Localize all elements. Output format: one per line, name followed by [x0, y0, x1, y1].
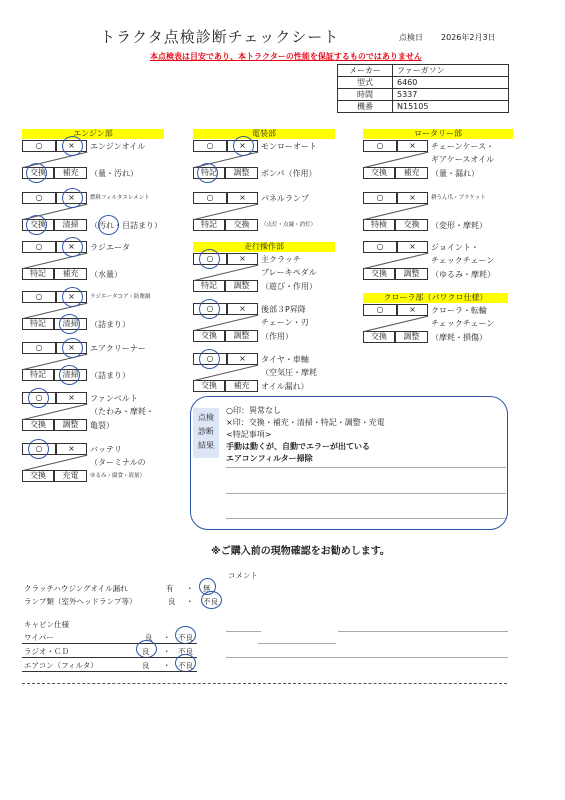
item-label: ジョイント・: [431, 243, 479, 252]
info-value: N15105: [393, 101, 509, 113]
aircon-good: 良: [142, 661, 150, 670]
selected-mark-circle: [62, 237, 83, 257]
action-box: 調整: [54, 419, 87, 431]
comment-rule: [226, 631, 261, 632]
action-box: 充電: [54, 470, 87, 482]
check-ok-box: ○: [363, 192, 397, 204]
item-sublabel: ポンパ（作用）: [261, 169, 317, 178]
action-box: 交換: [22, 419, 54, 431]
aircon-bad: 不良: [178, 661, 193, 670]
selected-mark-circle: [28, 388, 49, 408]
check-ng-box: ×: [56, 443, 87, 455]
item-label: バッテリ: [90, 445, 122, 454]
check-ok-box: ○: [22, 140, 56, 152]
section-electric: 電装部: [193, 129, 335, 139]
check-ok-box: ○: [22, 342, 56, 354]
dot: ・: [163, 633, 171, 642]
remarks-rule: [226, 518, 506, 519]
check-ng-box: ×: [227, 253, 258, 265]
action-box: 交換: [363, 268, 395, 280]
action-box: 補充: [395, 167, 428, 179]
selected-mark-circle: [136, 640, 157, 658]
warning-text: 本点検表は目安であり、本トラクターの性能を保証するものではありません: [150, 52, 422, 61]
dot: ・: [186, 584, 194, 593]
action-box: 交換: [225, 219, 258, 231]
item-sublabel: （量・漏れ）: [431, 169, 479, 178]
check-ok-box: ○: [193, 303, 227, 315]
aircon-label: エアコン（フィルタ）: [24, 661, 98, 670]
dot: ・: [163, 647, 171, 656]
check-ng-box: ×: [227, 353, 258, 365]
connector-line: [364, 253, 428, 269]
selected-mark-circle: [59, 365, 80, 385]
item-label: エアクリーナー: [90, 344, 146, 353]
selected-mark-circle: [26, 215, 47, 235]
action-box: 補充: [54, 268, 87, 280]
selected-mark-circle: [62, 136, 83, 156]
comment-rule: [258, 643, 336, 644]
item-label: ラジエータコア・防塵網: [90, 294, 151, 300]
remarks-rule: [226, 467, 506, 468]
section-drive: 走行操作部: [193, 242, 335, 252]
item-sublabel: （水量）: [90, 270, 122, 279]
action-box: 交換: [193, 380, 225, 392]
date-value: 2026年2月3日: [441, 33, 496, 42]
selected-mark-circle: [175, 626, 196, 644]
item-label: 主クラッチ: [261, 255, 301, 264]
selected-mark-circle: [199, 299, 220, 319]
check-ng-box: ×: [397, 241, 428, 253]
info-key: 時間: [338, 89, 393, 101]
item-label-2: （たわみ・摩耗・: [90, 407, 154, 416]
info-value: 5337: [393, 89, 509, 101]
action-box: 交換: [193, 330, 225, 342]
underline: [22, 643, 197, 644]
selected-mark-circle: [199, 349, 220, 369]
remarks-line: 手動は動くが、自動でエラーが出ている: [226, 442, 370, 451]
dot: ・: [186, 597, 194, 606]
check-ok-box: ○: [22, 392, 56, 404]
remarks-tag-2: 診断: [198, 427, 214, 436]
check-ok-box: ○: [22, 443, 56, 455]
selected-mark-circle: [197, 163, 218, 183]
action-box: 特記: [193, 167, 225, 179]
info-key: メーカー: [338, 65, 393, 77]
item-sublabel: （遊び・作用）: [261, 282, 317, 291]
radio-good: 良: [142, 647, 150, 656]
connector-line: [364, 152, 428, 168]
item-sublabel: （詰まり）: [90, 371, 130, 380]
item-sublabel: 亀裂）: [90, 421, 114, 430]
check-ng-box: ×: [56, 192, 87, 204]
item-label: 後部３P昇降: [261, 305, 306, 314]
action-box: 調整: [395, 331, 428, 343]
remarks-tag-3: 結果: [198, 441, 214, 450]
lamp-bad: 不良: [203, 597, 218, 606]
selected-mark-circle: [26, 163, 47, 183]
selected-mark-circle: [62, 287, 83, 307]
remarks-rule: [226, 493, 506, 494]
action-box: 調整: [225, 167, 258, 179]
action-box: 特記: [22, 318, 54, 330]
comment-label: コメント: [228, 571, 258, 580]
selected-mark-circle: [233, 136, 254, 156]
wiper-label: ワイパー: [24, 633, 54, 642]
underline: [22, 657, 197, 658]
item-sublabel: （詰まり）: [90, 320, 130, 329]
check-ng-box: ×: [56, 241, 87, 253]
remarks-line: エアコンフィルター掃除: [226, 454, 313, 463]
selected-mark-circle: [199, 249, 220, 269]
action-box: 特記: [193, 219, 225, 231]
wiper-good: 良: [145, 633, 153, 642]
selected-mark-circle: [62, 188, 83, 208]
action-box: 清掃: [54, 219, 87, 231]
action-box: 特検: [363, 219, 395, 231]
connector-line: [194, 204, 258, 220]
item-sublabel: （ゆるみ・摩耗）: [431, 270, 495, 279]
action-box: 調整: [225, 330, 258, 342]
lamp-good: 良: [168, 597, 176, 606]
action-box: 交換: [363, 331, 395, 343]
section-crawler: クローラ部（パワクロ仕様）: [363, 293, 508, 303]
check-ok-box: ○: [193, 353, 227, 365]
item-sublabel: （点灯・点滅・消灯）: [261, 222, 317, 228]
check-ng-box: ×: [397, 192, 428, 204]
item-label: モンローオート: [261, 142, 317, 151]
check-ok-box: ○: [22, 291, 56, 303]
action-box: 補充: [54, 167, 87, 179]
item-label: エンジンオイル: [90, 142, 146, 151]
action-box: 調整: [225, 280, 258, 292]
item-sublabel: オイル漏れ）: [261, 382, 309, 391]
remarks-text: [226, 405, 385, 465]
selected-mark-circle: [28, 439, 49, 459]
info-value: ファーガソン: [393, 65, 509, 77]
item-label: パネルランプ: [261, 194, 309, 203]
machine-info-table: [337, 64, 509, 113]
date-label: 点検日: [399, 33, 423, 42]
notice-text: ※ご購入前の現物確認をお勧めします。: [211, 546, 390, 557]
check-ng-box: ×: [227, 303, 258, 315]
item-label-2: （ターミナルの: [90, 458, 146, 467]
item-sublabel: （汚れ・目詰まり）: [90, 221, 162, 230]
section-engine: エンジン部: [22, 129, 164, 139]
item-label: ラジエータ: [90, 243, 130, 252]
remarks-line: ○印：異常なし: [226, 406, 281, 415]
action-box: 清掃: [54, 318, 87, 330]
item-sublabel: （摩耗・損傷）: [431, 333, 487, 342]
selected-mark-circle: [62, 338, 83, 358]
item-label: 燃料フィルタエレメント: [90, 195, 150, 201]
item-label-2: チェックチェーン: [431, 256, 495, 265]
action-box: 補充: [225, 380, 258, 392]
cabin-label: キャビン仕様: [24, 620, 69, 629]
check-ng-box: ×: [397, 140, 428, 152]
item-label: 耕うん爪・ブラケット: [431, 195, 486, 201]
item-sublabel: （変形・摩耗）: [431, 221, 487, 230]
check-ok-box: ○: [193, 192, 227, 204]
item-label: チェーンケース・: [431, 142, 495, 151]
item-label: タイヤ・車軸: [261, 355, 309, 364]
dot: ・: [163, 661, 171, 670]
comment-rule: [338, 631, 508, 632]
remarks-tag: [193, 408, 219, 458]
selected-mark-circle: [175, 654, 196, 672]
comment-rule: [226, 657, 508, 658]
check-ng-box: ×: [227, 192, 258, 204]
info-value: 6460: [393, 77, 509, 89]
check-ok-box: ○: [363, 304, 397, 316]
action-box: 交換: [22, 167, 54, 179]
clutch-yes: 有: [166, 584, 174, 593]
item-label-2: チェーン・刃: [261, 318, 309, 327]
action-box: 調整: [395, 268, 428, 280]
check-ng-box: ×: [56, 342, 87, 354]
remarks-line: ×印：交換・補充・清掃・特記・調整・充電: [226, 418, 385, 427]
action-box: 交換: [395, 219, 428, 231]
check-ok-box: ○: [193, 140, 227, 152]
page-title: トラクタ点検診断チェックシート: [100, 28, 340, 46]
wiper-bad: 不良: [178, 633, 193, 642]
clutch-oil-label: クラッチハウジングオイル漏れ: [24, 584, 128, 593]
selected-mark-circle: [59, 314, 80, 334]
selected-mark-circle: [201, 591, 222, 609]
underline: [22, 671, 197, 672]
check-ok-box: ○: [22, 192, 56, 204]
action-box: 清掃: [54, 369, 87, 381]
check-ng-box: ×: [227, 140, 258, 152]
item-label: クローラ・転輪: [431, 306, 487, 315]
check-ng-box: ×: [56, 140, 87, 152]
section-rotary: ロータリー部: [363, 129, 513, 139]
remarks-tag-1: 点検: [198, 413, 214, 422]
connector-line: [364, 316, 428, 332]
lamp-label: ランプ類（室外ヘッドランプ等）: [24, 597, 137, 606]
clutch-no: 無: [203, 584, 211, 593]
action-box: 交換: [22, 470, 54, 482]
item-label-2: チェックチェーン: [431, 319, 495, 328]
item-label-2: （空気圧・摩耗: [261, 368, 317, 377]
action-box: 特記: [193, 280, 225, 292]
info-key: 型式: [338, 77, 393, 89]
check-ng-box: ×: [56, 392, 87, 404]
action-box: 特記: [22, 369, 54, 381]
item-sublabel: ゆるみ・腐食・液量）: [90, 473, 146, 479]
check-ok-box: ○: [363, 140, 397, 152]
item-label-2: ギアケースオイル: [431, 155, 494, 164]
check-ok-box: ○: [363, 241, 397, 253]
check-ok-box: ○: [193, 253, 227, 265]
item-label: ファンベルト: [90, 394, 138, 403]
check-ng-box: ×: [56, 291, 87, 303]
action-box: 交換: [22, 219, 54, 231]
radio-bad: 不良: [178, 647, 193, 656]
check-ng-box: ×: [397, 304, 428, 316]
check-ok-box: ○: [22, 241, 56, 253]
item-label-2: ブレーキペダル: [261, 268, 317, 277]
item-sublabel: （量・汚れ）: [90, 169, 138, 178]
info-key: 機番: [338, 101, 393, 113]
remarks-line: <特記事項>: [226, 430, 272, 439]
action-box: 交換: [363, 167, 395, 179]
action-box: 特記: [22, 268, 54, 280]
connector-line: [364, 204, 428, 220]
radio-label: ラジオ・ＣＤ: [24, 647, 69, 656]
item-sublabel: （作用）: [261, 332, 293, 341]
page-divider: [22, 683, 507, 684]
